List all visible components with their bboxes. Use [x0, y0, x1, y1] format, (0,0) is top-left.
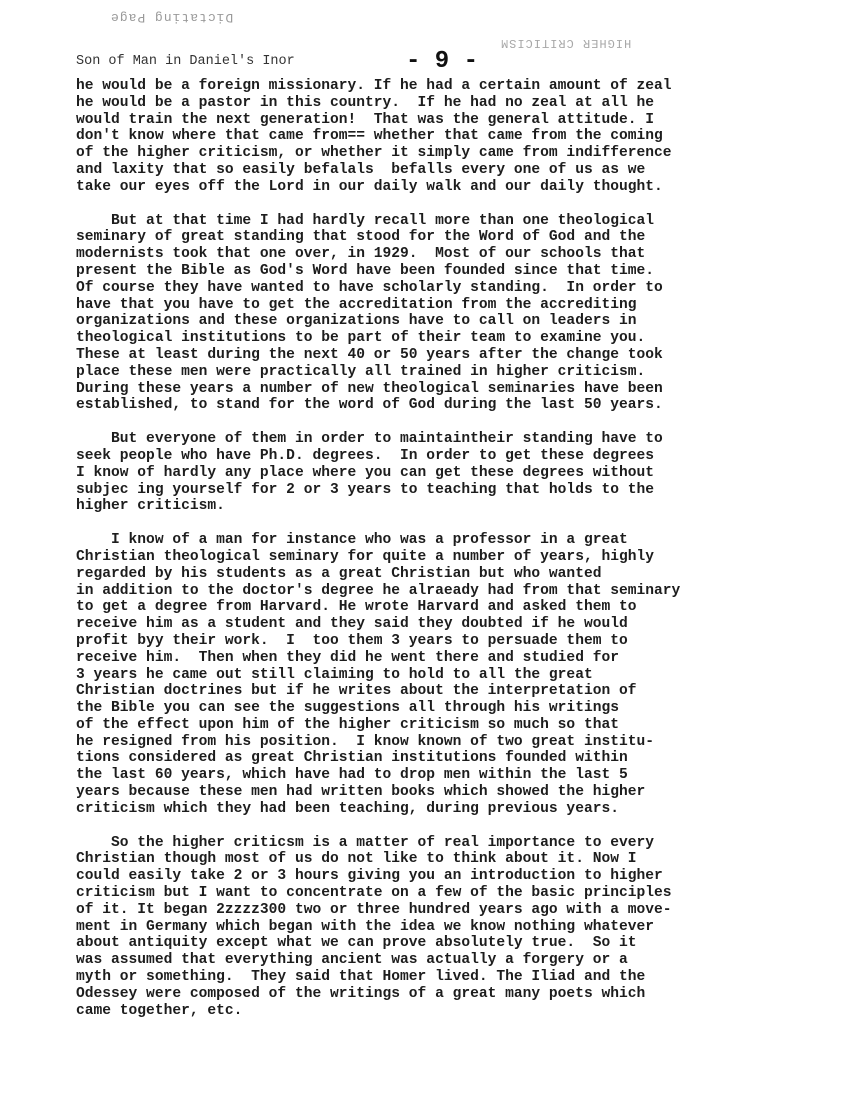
- stamp-top-right: HIGHER CRITICISM: [500, 36, 632, 50]
- text-line: higher criticism.: [76, 498, 225, 515]
- page-header: [76, 48, 776, 76]
- text-line: I know of a man for instance who was a professor in a great: [76, 532, 628, 549]
- paragraph: [76, 431, 776, 515]
- document-body: [76, 78, 776, 1019]
- text-line: criticism which they had been teaching, during previous years.: [76, 800, 619, 817]
- text-line: profit byy their work. I too them 3 years to persuade them to: [76, 632, 628, 649]
- text-line: criticism but I want to concentrate on a few of the basic principles: [76, 885, 672, 902]
- text-line: of the higher criticism, or whether it simply came from indifference: [76, 145, 672, 162]
- paragraph-gap: [76, 515, 776, 532]
- text-line: Of course they have wanted to have scholarly standing. In order to: [76, 279, 663, 296]
- text-line: But at that time I had hardly recall more than one theological: [76, 212, 655, 229]
- page-number: - 9 -: [406, 48, 479, 75]
- text-line: organizations and these organizations have to call on leaders in: [76, 313, 637, 330]
- text-line: could easily take 2 or 3 hours giving you an introduction to higher: [76, 868, 663, 885]
- text-line: was assumed that everything ancient was actually a forgery or a: [76, 952, 628, 969]
- text-line: Odessey were composed of the writings of a great many poets which: [76, 985, 646, 1002]
- text-line: seek people who have Ph.D. degrees. In order to get these degrees: [76, 447, 655, 464]
- text-line: theological institutions to be part of their team to examine you.: [76, 330, 646, 347]
- text-line: 3 years he came out still claiming to hold to all the great: [76, 666, 593, 683]
- paragraph: [76, 213, 776, 415]
- text-line: don't know where that came from== whether that came from the coming: [76, 128, 663, 145]
- text-line: the last 60 years, which have had to drop men within the last 5: [76, 767, 628, 784]
- text-line: These at least during the next 40 or 50 years after the change took: [76, 346, 663, 363]
- text-line: place these men were practically all trained in higher criticism.: [76, 363, 646, 380]
- paragraph: [76, 532, 776, 818]
- text-line: established, to stand for the word of God during the last 50 years.: [76, 397, 663, 414]
- text-line: take our eyes off the Lord in our daily walk and our daily thought.: [76, 178, 663, 195]
- text-line: he resigned from his position. I know known of two great institu-: [76, 733, 655, 750]
- paragraph-gap: [76, 818, 776, 835]
- text-line: ment in Germany which began with the idea we know nothing whatever: [76, 918, 655, 935]
- text-line: he would be a foreign missionary. If he had a certain amount of zeal: [76, 78, 672, 94]
- text-line: I know of hardly any place where you can get these degrees without: [76, 464, 655, 481]
- text-line: myth or something. They said that Homer lived. The Iliad and the: [76, 969, 646, 986]
- text-line: modernists took that one over, in 1929. Most of our schools that: [76, 246, 646, 263]
- text-line: years because these men had written books which showed the higher: [76, 784, 646, 801]
- text-line: receive him as a student and they said they doubted if he would: [76, 616, 628, 633]
- text-line: of it. It began 2zzzz300 two or three hundred years ago with a move-: [76, 901, 672, 918]
- text-line: seminary of great standing that stood for the Word of God and the: [76, 229, 646, 246]
- text-line: So the higher criticsm is a matter of real importance to every: [76, 834, 655, 851]
- text-line: came together, etc.: [76, 1002, 243, 1019]
- text-line: tions considered as great Christian institutions founded within: [76, 750, 628, 767]
- paragraph-gap: [76, 414, 776, 431]
- text-line: But everyone of them in order to maintaintheir standing have to: [76, 431, 663, 448]
- text-line: receive him. Then when they did he went there and studied for: [76, 649, 619, 666]
- text-line: regarded by his students as a great Christian but who wanted: [76, 565, 602, 582]
- text-line: of the effect upon him of the higher criticism so much so that: [76, 716, 619, 733]
- document-title: Son of Man in Daniel's Inor: [76, 54, 295, 69]
- text-line: Christian doctrines but if he writes about the interpretation of: [76, 683, 637, 700]
- text-line: have that you have to get the accreditation from the accrediting: [76, 296, 637, 313]
- text-line: about antiquity except what we can prove absolutely true. So it: [76, 935, 637, 952]
- text-line: in addition to the doctor's degree he alraeady had from that seminary: [76, 582, 681, 599]
- text-line: subjec ing yourself for 2 or 3 years to teaching that holds to the: [76, 481, 655, 498]
- text-line: Christian though most of us do not like to think about it. Now I: [76, 851, 637, 868]
- text-line: he would be a pastor in this country. If he had no zeal at all he: [76, 94, 655, 111]
- text-line: and laxity that so easily befalals befalls every one of us as we: [76, 161, 646, 178]
- paragraph-gap: [76, 196, 776, 213]
- paragraph: [76, 78, 776, 196]
- text-line: During these years a number of new theological seminaries have been: [76, 380, 663, 397]
- text-line: present the Bible as God's Word have been founded since that time.: [76, 262, 655, 279]
- paragraph: [76, 835, 776, 1020]
- stamp-top-left: Dictating Page: [110, 10, 234, 25]
- text-line: would train the next generation! That was the general attitude. I: [76, 111, 655, 128]
- text-line: to get a degree from Harvard. He wrote Harvard and asked them to: [76, 599, 637, 616]
- text-line: the Bible you can see the suggestions all through his writings: [76, 700, 619, 717]
- text-line: Christian theological seminary for quite a number of years, highly: [76, 548, 655, 565]
